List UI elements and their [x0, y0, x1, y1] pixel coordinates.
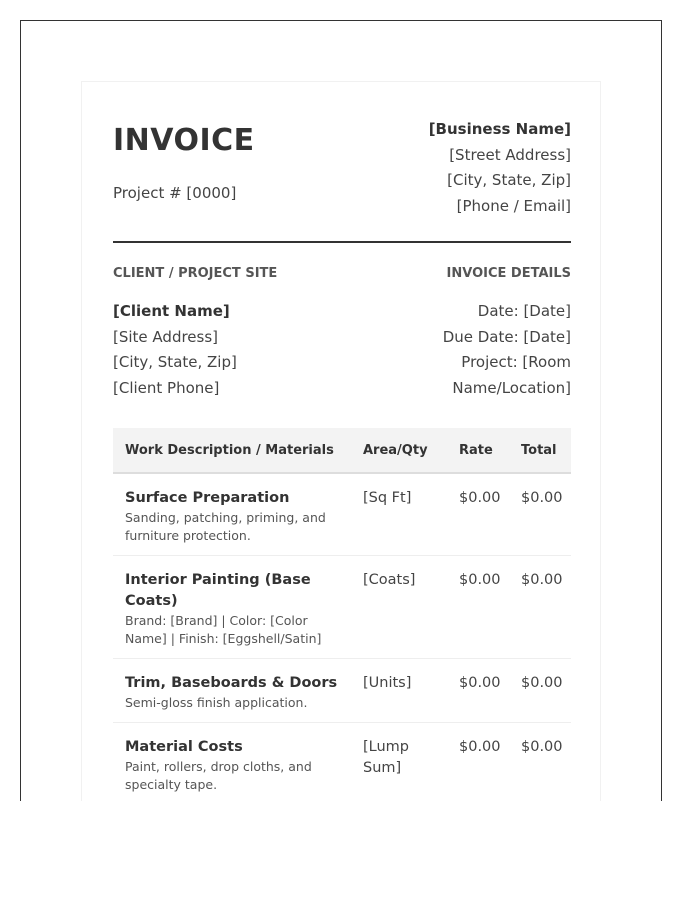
business-street: [Street Address] [449, 145, 571, 164]
invoice-date: Date: [Date] [477, 302, 571, 320]
client-address: [Site Address] [113, 327, 219, 346]
client-city: [City, State, Zip] [113, 353, 237, 371]
header-total: Total [509, 428, 571, 473]
item-description: Paint, rollers, drop cloths, and specialty tape. [125, 759, 312, 792]
invoice-project-line-1: Project: [Room [461, 353, 571, 371]
item-total: $0.00 [509, 556, 571, 659]
client-name: [Client Name] [113, 302, 230, 320]
item-title: Material Costs [125, 739, 243, 755]
page-frame [20, 20, 662, 801]
info-section [113, 243, 571, 429]
item-total: $0.00 [509, 473, 571, 556]
header-qty: Area/Qty [351, 428, 447, 473]
line-items-table [113, 428, 571, 801]
item-total: $0.00 [509, 723, 571, 802]
invoice-header [113, 82, 571, 243]
client-heading: CLIENT / PROJECT SITE [113, 266, 278, 281]
item-title: Trim, Baseboards & Doors [125, 675, 338, 691]
table-row [113, 723, 571, 802]
item-rate: $0.00 [447, 556, 509, 659]
business-contact: [Phone / Email] [456, 196, 571, 215]
item-rate: $0.00 [447, 473, 509, 556]
client-phone: [Client Phone] [113, 378, 220, 397]
item-total: $0.00 [509, 659, 571, 723]
invoice-sheet [81, 81, 601, 801]
item-qty: [Units] [351, 659, 447, 723]
item-qty: [Coats] [351, 556, 447, 659]
item-description: Sanding, patching, priming, and furniture protection. [125, 510, 326, 543]
item-qty: [Lump Sum] [351, 723, 447, 802]
item-description: Brand: [Brand] | Color: [Color Name] | Finish: [Eggshell/Satin] [125, 613, 322, 646]
item-description: Semi-gloss finish application. [125, 695, 308, 710]
item-title: Surface Preparation [125, 490, 290, 506]
invoice-content [113, 82, 571, 792]
item-rate: $0.00 [447, 659, 509, 723]
business-name: [Business Name] [428, 120, 571, 138]
item-title: Interior Painting (Base Coats) [125, 572, 311, 609]
item-qty: [Sq Ft] [351, 473, 447, 556]
project-number: Project # [0000] [113, 184, 237, 202]
invoice-title: INVOICE [113, 123, 255, 158]
item-rate: $0.00 [447, 723, 509, 802]
invoice-due-date: Due Date: [Date] [442, 327, 571, 346]
table-row [113, 659, 571, 723]
details-heading: INVOICE DETAILS [446, 266, 571, 281]
client-block [113, 265, 277, 401]
business-city: [City, State, Zip] [447, 171, 571, 189]
header-description: Work Description / Materials [113, 428, 351, 473]
table-header-row [113, 428, 571, 473]
business-info [429, 117, 571, 219]
table-row [113, 556, 571, 659]
table-row [113, 473, 571, 556]
invoice-details-block [443, 265, 571, 401]
header-rate: Rate [447, 428, 509, 473]
invoice-project-line-2: Name/Location] [452, 378, 571, 397]
